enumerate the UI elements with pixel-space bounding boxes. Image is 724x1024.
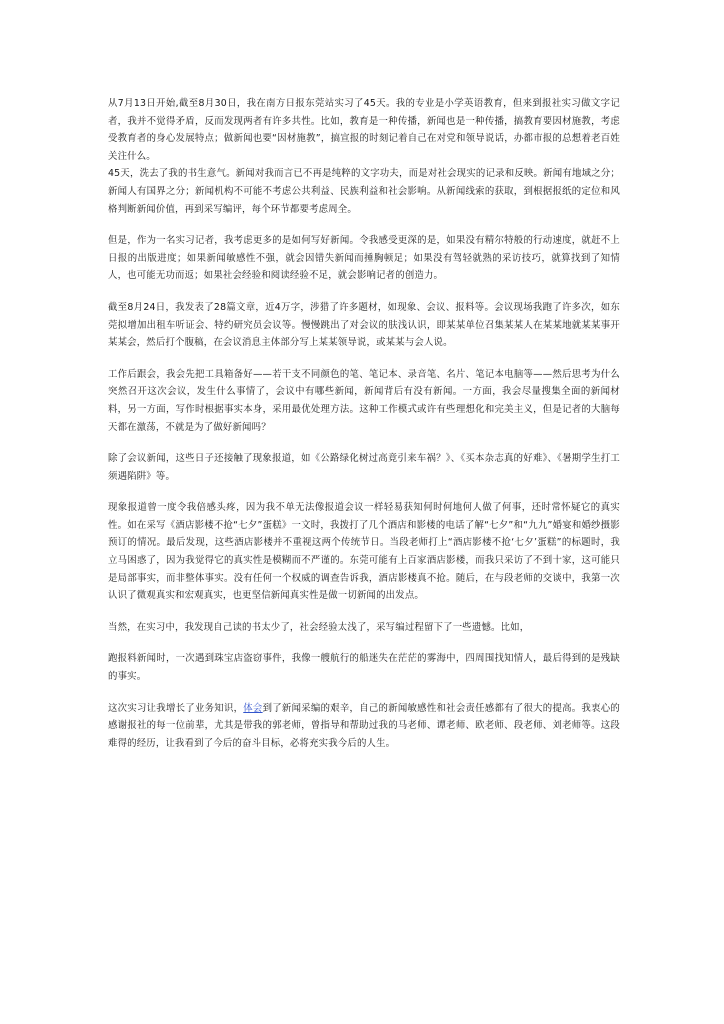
conclusion-text-start: 这次实习让我增长了业务知识， [108,702,244,714]
paragraph-intro: 从7月13日开始,截至8月30日，我在南方日报东莞站实习了45天。我的专业是小学英语教育，但来到报社实习做文字记者，我并不觉得矛盾，反而发现两者有许多共性。比如，教育是一种传播，新闻也是一种传播，搞教育要因材施教，考虑受教育者的身心发展特点；做新闻也要“因材施教”，搞宣报的时刻记着自己在对党和领导说话，办都市报的总想着老百姓关注什么。 [108,98,620,162]
conclusion-text-end: 到了新闻采编的艰辛，自己的新闻敏感性和社会责任感都有了很大的提高。我衷心的感谢报社的每一位前辈，尤其是带我的郭老师，曾指导和帮助过我的马老师、谭老师、欧老师、段老师、刘老师等。这段难得的经历，让我看到了今后的奋斗目标，必将充实我今后的人生。 [108,702,620,749]
paragraph-meeting-workflow: 工作后跟会，我会先把工具箱备好——若干支不同颜色的笔、笔记本、录音笔、名片、笔记本电脑等——然后思考为什么突然召开这次会议，发生什么事情了，会议中有哪些新闻，新闻背后有没有新闻。一方面，我会尽量搜集全面的新闻材料，另一方面，写作时根据事实本身，采用最优处理方法。这种工作模式或许有些理想化和完美主义，但是记者的大脑每天都在激荡，不就是为了做好新闻吗？ [108,368,620,433]
paragraph-conclusion [108,700,620,753]
paragraph-truthfulness: 现象报道曾一度令我倍感头疼，因为我不单无法像报道会议一样轻易获知何时何地何人做了何事，还时常怀疑它的真实性。如在采写《酒店影楼不抢“七夕”蛋糕》一文时，我拨打了几个酒店和影楼的电话了解“七夕”和“九九”婚宴和婚纱摄影预订的情况。最后发现，这些酒店影楼并不重视这两个传统节日。当段老师打上“酒店影楼不抢‘七夕’蛋糕”的标题时，我立马困惑了，因为我觉得它的真实性是模糊而不严谨的。东莞可能有上百家酒店影楼，而我只采访了不到十家，这可能只是局部事实，而非整体事实。没有任何一个权威的调查告诉我，酒店影楼真不抢。随后，在与段老师的交谈中，我第一次认识了微观真实和宏观真实，也更坚信新闻真实性是做一切新闻的出发点。 [108,502,620,602]
paragraph-45-days: 45天，洗去了我的书生意气。新闻对我而言已不再是纯粹的文字功夫，而是对社会现实的记录和反映。新闻有地域之分；新闻人有国界之分；新闻机构不可能不考虑公共利益、民族利益和社会影响。从新闻线索的获取，到根据报纸的定位和风格判断新闻价值，再到采写编评，每个环节都要考虑周全。 [108,168,620,215]
paragraph-phenomenon-reports: 除了会议新闻，这些日子还接触了现象报道，如《公路绿化树过高竟引来车祸？》、《买本杂志真的好难》、《暑期学生打工须遇陷阱》等。 [108,453,620,482]
tihui-link[interactable]: 体会 [243,702,263,714]
paragraph-writing-news: 但是，作为一名实习记者，我考虑更多的是如何写好新闻。令我感受更深的是，如果没有精尔特般的行动速度，就赶不上日报的出版进度；如果新闻敏感性不强，就会因错失新闻而捶胸顿足；如果没有驾轻就熟的采访技巧，就算找到了知情人，也可能无功而返；如果社会经验和阅读经验不足，就会影响记者的创造力。 [108,235,620,282]
paragraph-regrets: 当然，在实习中，我发现自己读的书太少了，社会经验太浅了，采写编过程留下了一些遗憾。比如， [108,621,530,633]
article-body [108,95,620,766]
paragraph-articles-count: 截至8月24日，我发表了28篇文章，近4万字，涉猎了许多题材，如现象、会议、报料等。会议现场我跑了许多次，如东莞拟增加出租车听证会、特约研究员会议等。慢慢跳出了对会议的肤浅认识，即某某单位召集某某人在某某地就某某事开某某会，然后打个腹稿，在会议消息主体部分写上某某领导说，或某某与会人说。 [108,301,620,349]
paragraph-jewelry-theft: 跑报料新闻时，一次遇到珠宝店盗窃事件，我像一艘航行的船迷失在茫茫的雾海中，四周围找知情人，最后得到的是残缺的事实。 [108,653,620,683]
